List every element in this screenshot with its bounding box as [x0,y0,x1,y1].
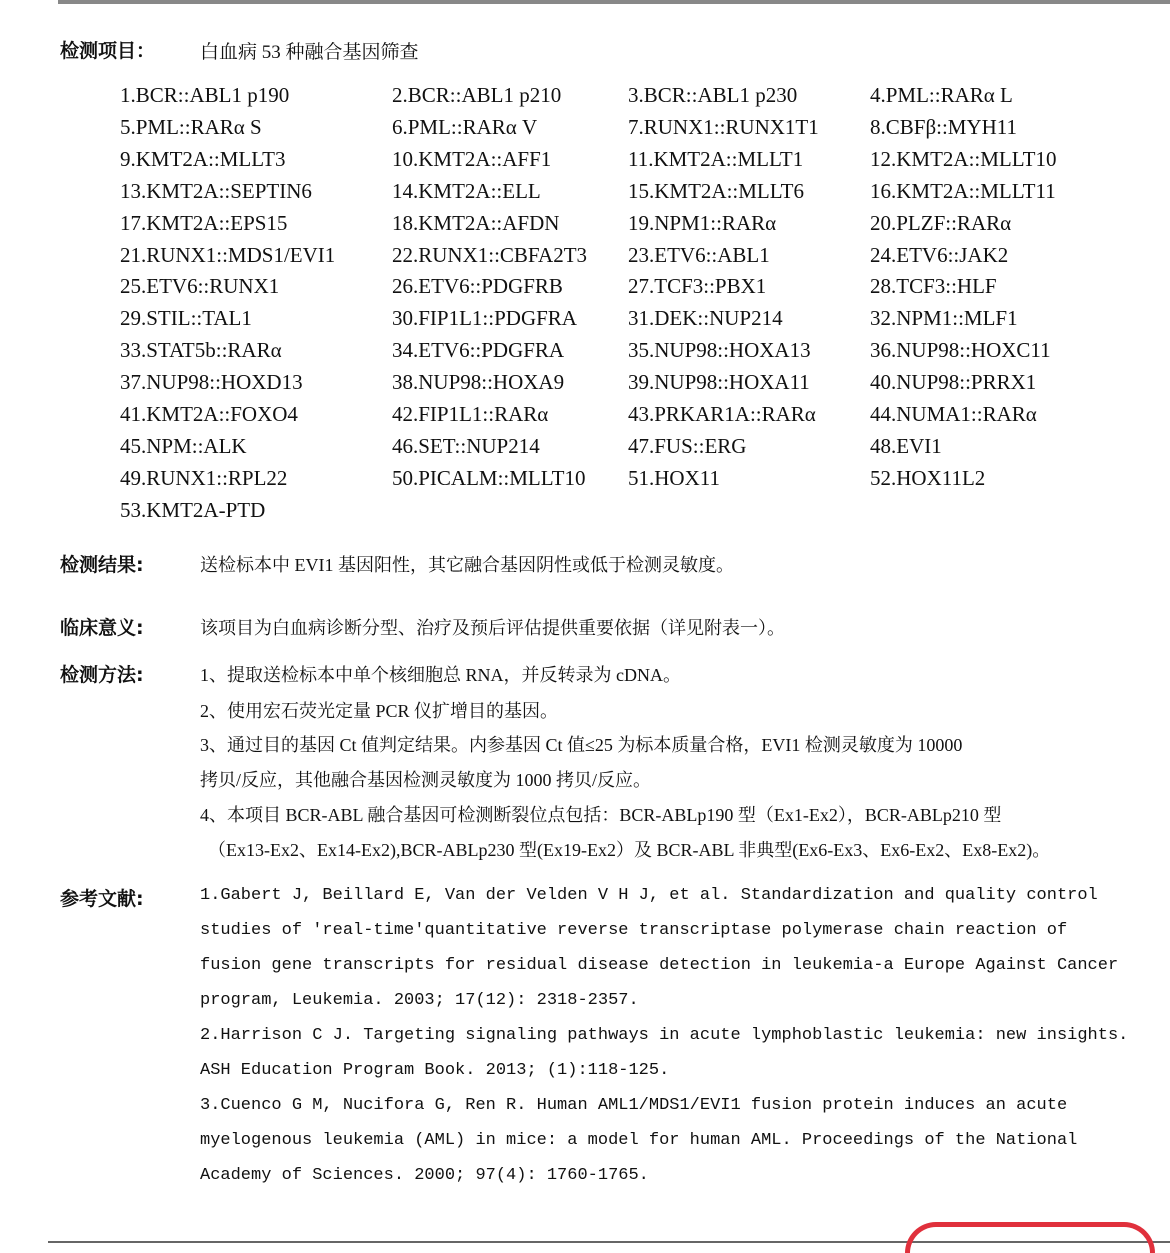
method-line: 1、提取送检标本中单个核细胞总 RNA，并反转录为 cDNA。 [200,665,681,685]
reference-line: program, Leukemia. 2003; 17(12): 2318-2357. [200,991,639,1010]
gene-item: 32.NPM1::MLF1 [870,306,1018,331]
gene-item: 28.TCF3::HLF [870,274,997,299]
gene-item: 3.BCR::ABL1 p230 [628,83,798,107]
gene-item: 23.ETV6::ABL1 [628,242,770,267]
result-value: 送检标本中 EVI1 基因阳性，其它融合基因阴性或低于检测灵敏度。 [200,555,734,575]
gene-item: 39.NUP98::HOXA11 [628,370,810,395]
method-line: 3、通过目的基因 Ct 值判定结果。内参基因 Ct 值≤25 为标本质量合格，EVI1 检测灵敏度为 10000 [200,735,963,755]
gene-item: 9.KMT2A::MLLT3 [120,146,286,171]
gene-item: 37.NUP98::HOXD13 [120,370,303,395]
gene-item: 41.KMT2A::FOXO4 [120,402,298,426]
gene-item: 33.STAT5b::RARα [120,338,282,363]
gene-item: 26.ETV6::PDGFRB [392,274,563,299]
gene-item: 46.SET::NUP214 [392,433,540,458]
gene-item: 13.KMT2A::SEPTIN6 [120,178,312,203]
gene-item: 36.NUP98::HOXC11 [870,338,1051,363]
gene-item: 31.DEK::NUP214 [628,306,783,331]
item-value: 白血病 53 种融合基因筛查 [200,42,419,63]
reference-line: 2.Harrison C J. Targeting signaling pathways in acute lymphoblastic leukemia: new insights. [200,1026,1129,1045]
gene-item: 12.KMT2A::MLLT10 [870,146,1057,171]
gene-item: 16.KMT2A::MLLT11 [870,178,1056,203]
gene-item: 29.STIL::TAL1 [120,306,252,331]
gene-item: 4.PML::RARα L [870,83,1013,107]
reference-line: studies of 'real-time'quantitative reverse transcriptase polymerase chain reaction of [200,921,1068,940]
reference-line: 1.Gabert J, Beillard E, Van der Velden V H J, et al. Standardization and quality control [200,886,1098,905]
gene-item: 34.ETV6::PDGFRA [392,338,565,363]
gene-item: 22.RUNX1::CBFA2T3 [392,242,588,267]
gene-item: 30.FIP1L1::PDGFRA [392,306,577,331]
gene-item: 10.KMT2A::AFF1 [392,146,552,171]
method-line: 拷贝/反应，其他融合基因检测灵敏度为 1000 拷贝/反应。 [200,770,651,790]
gene-item: 2.BCR::ABL1 p210 [392,83,562,107]
gene-item: 1.BCR::ABL1 p190 [120,83,290,107]
gene-item: 43.PRKAR1A::RARα [628,402,816,426]
gene-item: 25.ETV6::RUNX1 [120,274,280,299]
gene-item: 53.KMT2A-PTD [120,497,266,522]
gene-list [0,0,1170,522]
gene-item: 20.PLZF::RARα [870,210,1012,235]
gene-item: 42.FIP1L1::RARα [392,402,549,426]
gene-item: 24.ETV6::JAK2 [870,242,1009,267]
gene-item: 18.KMT2A::AFDN [392,210,560,235]
reference-line: myelogenous leukemia (AML) in mice: a model for human AML. Proceedings of the National [200,1131,1078,1150]
references-label: 参考文献: [60,888,144,910]
gene-item: 8.CBFβ::MYH11 [870,114,1018,139]
gene-item: 14.KMT2A::ELL [392,178,541,203]
reference-line: 3.Cuenco G M, Nucifora G, Ren R. Human AML1/MDS1/EVI1 fusion protein induces an acute [200,1096,1068,1115]
gene-item: 49.RUNX1::RPL22 [120,465,288,490]
gene-item: 5.PML::RARα S [120,114,262,139]
method-line: （Ex13-Ex2、Ex14-Ex2),BCR-ABLp230 型(Ex19-Ex2）及 BCR-ABL 非典型(Ex6-Ex3、Ex6-Ex2、Ex8-Ex2)。 [208,840,1051,860]
gene-item: 35.NUP98::HOXA13 [628,338,811,363]
official-seal [905,1222,1155,1253]
gene-item: 47.FUS::ERG [628,433,747,458]
gene-item: 45.NPM::ALK [120,433,247,458]
gene-item: 17.KMT2A::EPS15 [120,210,288,235]
result-label: 检测结果: [60,554,144,576]
gene-item: 44.NUMA1::RARα [870,402,1037,426]
gene-item: 15.KMT2A::MLLT6 [628,178,804,203]
gene-item: 48.EVI1 [870,433,942,458]
reference-line: ASH Education Program Book. 2013; (1):118-125. [200,1061,670,1080]
gene-item: 52.HOX11L2 [870,465,986,490]
gene-item: 6.PML::RARα V [392,114,538,139]
method-line: 2、使用宏石荧光定量 PCR 仪扩增目的基因。 [200,701,559,721]
clinical-value: 该项目为白血病诊断分型、治疗及预后评估提供重要依据（详见附表一）。 [200,618,785,638]
reference-line: Academy of Sciences. 2000; 97(4): 1760-1765. [200,1166,649,1185]
clinical-label: 临床意义: [60,617,144,639]
method-label: 检测方法: [60,664,144,686]
gene-item: 50.PICALM::MLLT10 [392,465,586,490]
reference-line: fusion gene transcripts for residual disease detection in leukemia-a Europe Against Cancer [200,956,1119,975]
gene-item: 38.NUP98::HOXA9 [392,370,565,395]
gene-item: 21.RUNX1::MDS1/EVI1 [120,242,336,267]
gene-item: 27.TCF3::PBX1 [628,274,767,299]
gene-item: 11.KMT2A::MLLT1 [628,146,804,171]
gene-item: 51.HOX11 [628,465,720,490]
item-label: 检测项目： [60,40,156,62]
gene-item: 7.RUNX1::RUNX1T1 [628,114,819,139]
method-line: 4、本项目 BCR-ABL 融合基因可检测断裂位点包括：BCR-ABLp190 型（Ex1-Ex2），BCR-ABLp210 型 [200,805,1002,825]
gene-item: 19.NPM1::RARα [628,210,777,235]
gene-item: 40.NUP98::PRRX1 [870,370,1037,395]
